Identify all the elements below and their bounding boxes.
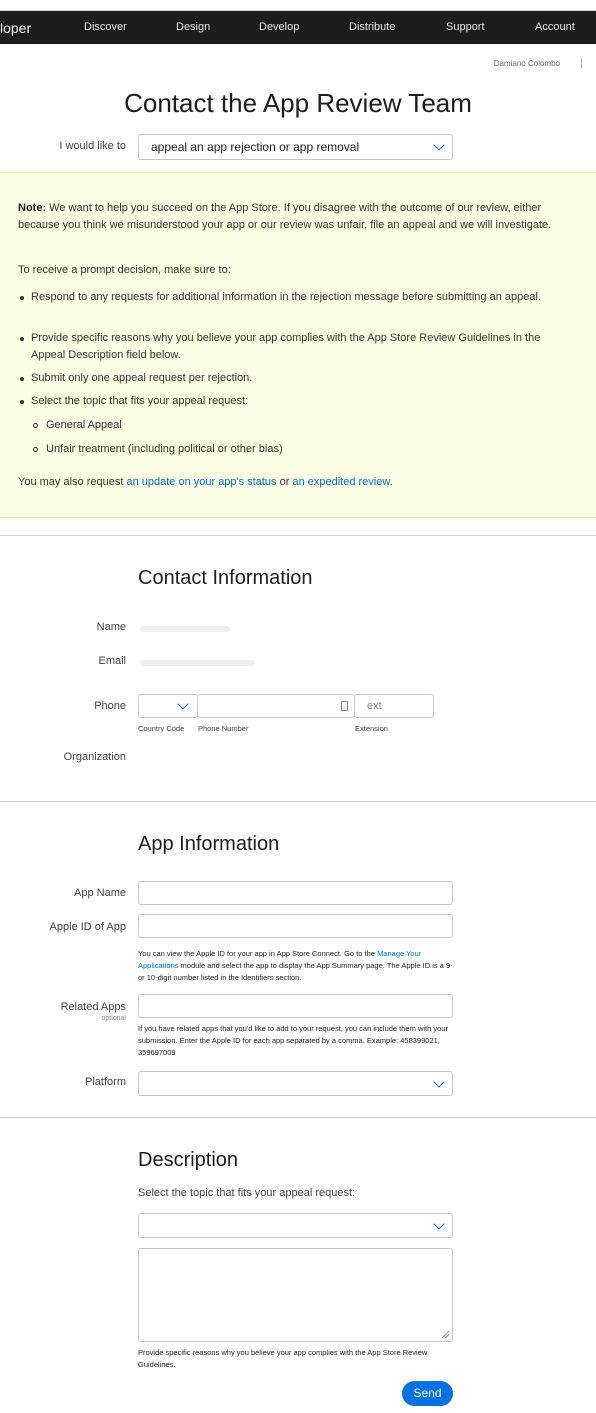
browser-top-strip [0,0,596,11]
ext-placeholder: ext [367,700,382,712]
request-type-value: appeal an app rejection or app removal [151,140,360,154]
nav-brand[interactable]: loper [0,20,32,36]
page-title: Contact the App Review Team [124,88,472,118]
sub-bullet-icon [33,423,38,428]
related-apps-label: Related Apps [60,1001,126,1013]
expedited-review-link[interactable]: an expedited review [292,476,390,488]
note-box [0,172,596,518]
chevron-down-icon [433,1218,444,1229]
name-value [140,626,230,632]
note-paragraph [18,200,578,234]
organization-label: Organization [63,751,126,763]
nav-support[interactable]: Support [446,21,485,33]
name-label: Name [96,621,126,633]
status-update-link[interactable]: an update on your app's status [126,476,277,488]
nav-account[interactable]: Account [535,21,575,33]
bullet-icon [20,337,24,341]
note-footer [18,474,578,491]
global-nav [0,11,596,44]
apple-id-help-1: You can view the Apple ID for your app in App Store Connect. Go to the [138,949,375,958]
country-code-caption: Country Code [138,724,185,733]
apple-id-input[interactable] [138,914,453,938]
resize-handle-icon[interactable] [442,1331,449,1338]
note-text: We want to help you succeed on the App Store. If you disagree with the outcome of our review, either because you think we misunderstood your app or our review was unfair, file an appeal and we will investigate. [18,202,552,231]
nav-distribute[interactable]: Distribute [349,21,396,33]
send-button[interactable]: Send [402,1381,453,1406]
contact-heading: Contact Information [138,567,313,589]
app-name-label: App Name [74,887,126,899]
phone-number-input[interactable] [197,694,355,718]
note-prompt: To receive a prompt decision, make sure to: [18,264,231,276]
description-help: Provide specific reasons why you believe your app complies with the App Store Review Guidelines. [138,1348,428,1369]
note-bullet-3: Submit only one appeal request per rejection. [31,372,253,384]
sub-bullet-icon [33,447,38,452]
section-divider [0,1117,596,1118]
bullet-icon [20,377,24,381]
platform-select[interactable] [138,1071,453,1096]
topic-prompt: Select the topic that fits your appeal request: [138,1187,356,1199]
chevron-down-icon [433,139,444,150]
phone-label: Phone [94,700,126,712]
nav-develop[interactable]: Develop [259,21,300,33]
email-label: Email [98,655,126,667]
request-label: I would like to [59,140,126,152]
related-apps-input[interactable] [138,994,453,1018]
note-subbullet-1: General Appeal [46,419,122,431]
chevron-down-icon [433,1076,444,1087]
contact-card-icon [341,701,348,711]
section-divider [0,535,596,536]
email-value [140,660,255,666]
request-type-select[interactable] [138,134,453,160]
note-bullet-2: Provide specific reasons why you believe your app complies with the App Store Review Guidelines in the Appeal Description field below. [31,332,541,361]
footer-end: . [389,476,393,488]
extension-input[interactable] [354,694,434,718]
footer-pre: You may also request [18,476,124,488]
country-code-select[interactable] [138,694,198,718]
apple-id-help-2: module and select the app to display the App Summary page. The Apple ID is a 9- or 10-digit number listed in the Identifiers section. [138,961,453,982]
apple-id-label: Apple ID of App [49,921,126,933]
manage-apps-link[interactable]: Manage Your Applications [138,949,422,970]
user-name[interactable]: Damiano Colombo [493,59,560,68]
extension-caption: Extension [355,724,388,733]
note-bullet-4: Select the topic that fits your appeal request: [31,395,249,407]
phone-number-caption: Phone Number [198,724,249,733]
user-divider [581,59,582,68]
note-bold: Note: [18,202,47,214]
footer-mid: or [279,476,290,488]
platform-label: Platform [85,1076,126,1088]
description-heading: Description [138,1149,239,1171]
app-info-heading: App Information [138,833,280,855]
note-bullet-1: Respond to any requests for additional information in the rejection message before submitting an appeal. [31,291,541,303]
note-subbullet-2: Unfair treatment (including political or other bias) [46,443,283,455]
app-name-input[interactable] [138,881,453,905]
description-textarea[interactable] [138,1248,453,1342]
chevron-down-icon [177,698,188,709]
bullet-icon [20,400,24,404]
nav-design[interactable]: Design [176,21,211,33]
section-divider [0,801,596,802]
bullet-icon [20,296,24,300]
nav-discover[interactable]: Discover [84,21,127,33]
apple-id-help [138,948,454,984]
related-apps-optional: optional [101,1015,126,1022]
topic-select[interactable] [138,1213,453,1238]
related-apps-help: If you have related apps that you'd like to add to your request, you can include them with your submission. Enter the Apple ID for each app separated by a comma. Example: 458399021, 359697009 [138,1024,448,1057]
